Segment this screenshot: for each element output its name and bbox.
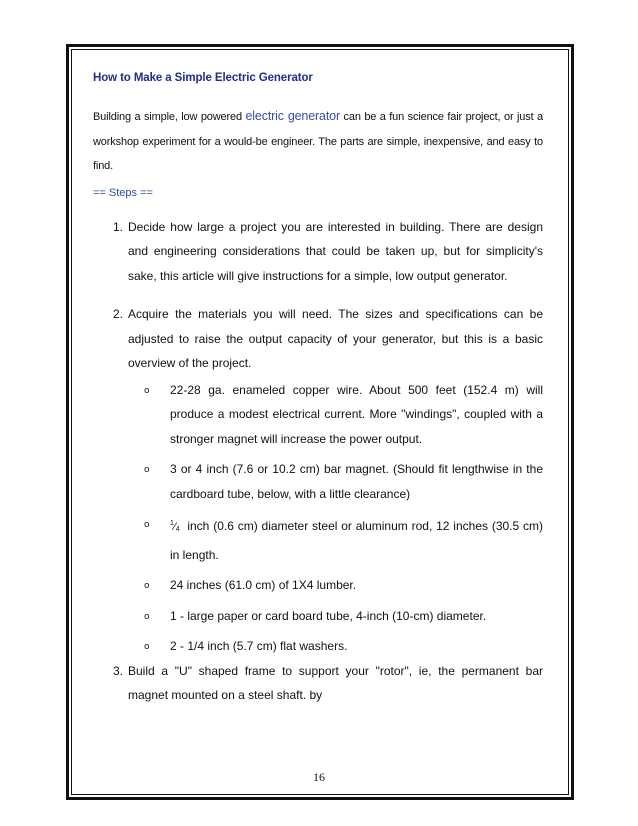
bullet-icon: o	[144, 611, 150, 622]
material-text: 24 inches (61.0 cm) of 1X4 lumber.	[170, 578, 357, 592]
intro-highlight: electric generator	[245, 109, 340, 123]
step-item	[93, 302, 543, 659]
material-text: 22-28 ga. enameled copper wire. About 500 feet (152.4 m) will produce a modest electrical current. More "windings", coupled with a stronger magnet will increase the power output.	[170, 382, 543, 446]
step-number: 2.	[113, 307, 124, 321]
bullet-icon: o	[144, 642, 150, 652]
material-text: 3 or 4 inch (7.6 or 10.2 cm) bar magnet. (Should fit lengthwise in the cardboard tube, below, with a little clearance)	[170, 462, 543, 501]
step-item	[93, 659, 543, 708]
steps-heading: == Steps ==	[93, 186, 153, 199]
materials-list	[128, 378, 543, 659]
fraction-denominator: 4	[175, 526, 180, 533]
document-body	[93, 72, 543, 708]
material-text: 2 - 1/4 inch (5.7 cm) flat washers.	[170, 639, 348, 653]
material-item	[128, 573, 543, 598]
bullet-icon: o	[144, 520, 150, 530]
intro-paragraph	[93, 104, 543, 179]
step-text: Decide how large a project you are interested in building. There are design and engineering considerations that could be taken up, but for simplicity's sake, this article will give instructions for a simple, low output generator.	[128, 219, 543, 283]
document-title: How to Make a Simple Electric Generator	[93, 72, 313, 84]
step-text: Build a "U" shaped frame to support your "rotor", ie, the permanent bar magnet mounted on a steel shaft. by	[128, 663, 543, 702]
intro-text-start: Building a simple, low powered	[93, 111, 246, 123]
material-item	[128, 378, 543, 452]
material-item	[128, 634, 543, 659]
fraction-numerator: 1	[170, 520, 174, 527]
step-number: 3.	[113, 663, 124, 678]
bullet-icon: o	[144, 581, 150, 591]
step-text: Acquire the materials you will need. The sizes and specifications can be adjusted to raise the output capacity of your generator, but this is a basic overview of the project.	[128, 307, 543, 370]
intro-text-end: can be a fun science fair project, or just a workshop experiment for a would-be engineer. The parts are simple, inexpensive, and easy to find.	[93, 111, 543, 172]
material-item	[128, 512, 543, 567]
material-text: 1 - large paper or card board tube, 4-inch (10-cm) diameter.	[170, 608, 487, 623]
page-number: 16	[313, 770, 325, 784]
steps-list	[93, 215, 543, 708]
step-item	[93, 215, 543, 289]
material-item	[128, 457, 543, 506]
step-number: 1.	[113, 219, 124, 234]
fraction: $^1⁄_4$	[170, 520, 180, 533]
bullet-icon: o	[144, 465, 150, 475]
material-item	[128, 604, 543, 629]
material-text: inch (0.6 cm) diameter steel or aluminum rod, 12 inches (30.5 cm) in length.	[170, 519, 544, 562]
bullet-icon: o	[144, 385, 150, 396]
